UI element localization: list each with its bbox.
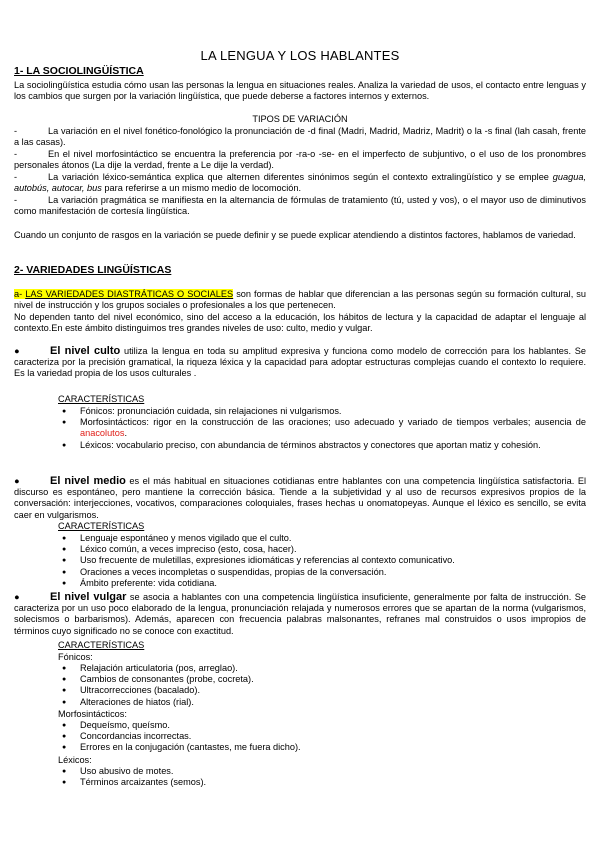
nivel-medio-label: El nivel medio xyxy=(50,475,126,487)
diastratic-paragraph-2: No dependen tanto del nivel económico, sino del acceso a la educación, los hábitos de lectura y la capacidad de adaptar el lenguaje al contexto.En este ámbito distinguimos tres grandes niveles de uso: culto, medio y vulgar. xyxy=(14,312,586,334)
list-item: ● Cambios de consonantes (probe, cocreta). xyxy=(58,674,586,685)
nivel-culto-label: El nivel culto xyxy=(50,345,121,357)
variation-text: La variación pragmática se manifiesta en la alternancia de fórmulas de tratamiento (tú, usted y vos), o el mayor uso de diminutivos como manifestación de cortesía lingüística. xyxy=(14,195,586,217)
section-heading-variedades: 2- VARIEDADES LINGÜÍSTICAS xyxy=(14,264,172,276)
list-item: ● Alteraciones de hiatos (rial). xyxy=(58,697,586,708)
diastratic-prefix: a- xyxy=(14,289,26,299)
list-item: ● Uso abusivo de motes. xyxy=(58,766,586,777)
bullet-marker: ● xyxy=(14,476,20,486)
nivel-vulgar-paragraph xyxy=(14,592,586,637)
nivel-culto-paragraph xyxy=(14,346,586,380)
list-item: ● Oraciones a veces incompletas o suspendidas, propias de la conversación. xyxy=(58,567,586,578)
dash-marker: - xyxy=(14,149,18,159)
variation-text-italic: guagua, autobús, autocar, bus xyxy=(14,172,586,194)
dash-marker: - xyxy=(14,172,18,182)
morfosintacticos-heading: Morfosintácticos: xyxy=(58,709,127,719)
page-title: LA LENGUA Y LOS HABLANTES xyxy=(200,48,400,63)
list-item: ● Uso frecuente de muletillas, expresiones idiomáticas y referencias al contexto comunicativo. xyxy=(58,555,586,566)
lexicos-list xyxy=(58,766,586,788)
list-item: ● Errores en la conjugación (cantastes, me fuera dicho). xyxy=(58,742,586,753)
types-of-variation-title: TIPOS DE VARIACIÓN xyxy=(252,114,348,124)
list-item xyxy=(58,417,586,439)
list-item: ● Dequeísmo, queísmo. xyxy=(58,720,586,731)
list-item: ● Relajación articulatoria (pos, arreglao). xyxy=(58,663,586,674)
diastratic-label: LAS VARIEDADES DIASTRÁTICAS O SOCIALES xyxy=(25,289,234,299)
morfosintacticos-list xyxy=(58,720,586,754)
nivel-vulgar-label: El nivel vulgar xyxy=(50,591,127,603)
diastratic-paragraph xyxy=(14,289,586,311)
medio-features-list xyxy=(58,533,586,589)
variation-item-phonetic xyxy=(14,126,586,148)
bullet-marker: ● xyxy=(14,592,20,602)
list-item: ● Concordancias incorrectas. xyxy=(58,731,586,742)
intro-paragraph: La sociolingüística estudia cómo usan las personas la lengua en situaciones reales. Analiza la variedad de usos, el contacto entre lenguas y los cambios que surgen por la variación lingüística, que puede deberse a factores internos y externos. xyxy=(14,80,586,102)
list-item: ● Léxico común, a veces impreciso (esto, cosa, hacer). xyxy=(58,544,586,555)
variation-item-pragmatic xyxy=(14,195,586,217)
variation-text: En el nivel morfosintáctico se encuentra la preferencia por -ra-o -se- en el imperfecto de subjuntivo, o el uso de los pronombres personales átonos (La dije la verdad, frente a Le dije la verdad). xyxy=(14,149,586,171)
bullet-marker: ● xyxy=(14,346,20,356)
variation-text-b: para referirse a un mismo medio de locomoción. xyxy=(101,183,302,194)
culto-caracteristicas-heading: CARACTERÍSTICAS xyxy=(58,394,145,404)
list-item: ● Ámbito preferente: vida cotidiana. xyxy=(58,578,586,589)
variation-text: La variación en el nivel fonético-fonológico la pronunciación de -d final (Madri, Madrid, Madriz, Madrit) o la -s final (lah casah, frente a las casas). xyxy=(14,126,586,148)
dash-marker: - xyxy=(14,126,18,136)
anacolutos-term: anacolutos xyxy=(80,428,125,439)
nivel-vulgar-text: se asocia a hablantes con una competencia lingüística insuficiente, generalmente por falta de instrucción. Se caracteriza por un uso poco elaborado de la lengua, pronunciación relajada y numerosos errores que se apartan de la norma (vulgarismos, solecismos o barbarismos). Además, aparecen con frecuencia palabras malsonantes, refranes mal construidos o usos impropios de términos cuyo significado no se conoce con exactitud. xyxy=(14,592,586,636)
nivel-medio-paragraph xyxy=(14,476,586,521)
list-item: ● Fónicos: pronunciación cuidada, sin relajaciones ni vulgarismos. xyxy=(58,406,586,417)
list-item: ● Términos arcaizantes (semos). xyxy=(58,777,586,788)
lexicos-heading: Léxicos: xyxy=(58,755,92,765)
culto-features-list xyxy=(58,406,586,451)
list-item: ● Léxicos: vocabulario preciso, con abundancia de términos abstractos y conectores que aportan matiz y cohesión. xyxy=(58,440,586,451)
list-item-text: . xyxy=(124,428,128,439)
variation-text-a: La variación léxico-semántica explica que alternen diferentes sinónimos según el contexto extralingüístico y se emplee xyxy=(48,172,553,182)
fonicos-list xyxy=(58,663,586,708)
medio-caracteristicas-heading: CARACTERÍSTICAS xyxy=(58,521,145,531)
diastratic-text: son formas de hablar que diferencian a las personas según su formación cultural, su nivel de instrucción y los grupos sociales o profesionales a los que pertenecen. xyxy=(14,289,586,311)
nivel-culto-text: utiliza la lengua en toda su amplitud expresiva y funciona como modelo de corrección para los hablantes. Se caracteriza por la precisión gramatical, la riqueza léxica y la capacidad para adoptar estructuras complejas cuando el contexto lo requiere. Es la variedad propia de los usos culturales . xyxy=(14,346,586,379)
list-item: ● Lenguaje espontáneo y menos vigilado que el culto. xyxy=(58,533,586,544)
nivel-medio-text: es el más habitual en situaciones cotidianas entre hablantes con una competencia lingüística satisfactoria. El discurso es espontáneo, pero mantiene la corrección básica. Tiende a la subjetividad y al uso de recursos expresivos propios de la conversación: interjecciones, vocativos, comparaciones coloquiales, frases hechas u onomatopeyas. Aunque el léxico es sencillo, se evita caer en vulgarismos. xyxy=(14,476,586,520)
variation-text xyxy=(14,172,586,194)
section-heading-sociolinguistica: 1- LA SOCIOLINGÜÍSTICA xyxy=(14,65,144,77)
variation-item-morphosyntactic xyxy=(14,149,586,171)
variation-item-lexical xyxy=(14,172,586,194)
dash-marker: - xyxy=(14,195,18,205)
list-item-text: Morfosintácticos: rigor en la construcción de las oraciones; uso adecuado y variado de tiempos verbales; ausencia de xyxy=(80,417,586,428)
list-item: ● Ultracorrecciones (bacalado). xyxy=(58,685,586,696)
fonicos-heading: Fónicos: xyxy=(58,652,93,662)
vulgar-caracteristicas-heading: CARACTERÍSTICAS xyxy=(58,640,145,650)
closing-paragraph: Cuando un conjunto de rasgos en la variación se puede definir y se puede explicar atendiendo a distintos factores, hablamos de variedad. xyxy=(14,230,576,240)
